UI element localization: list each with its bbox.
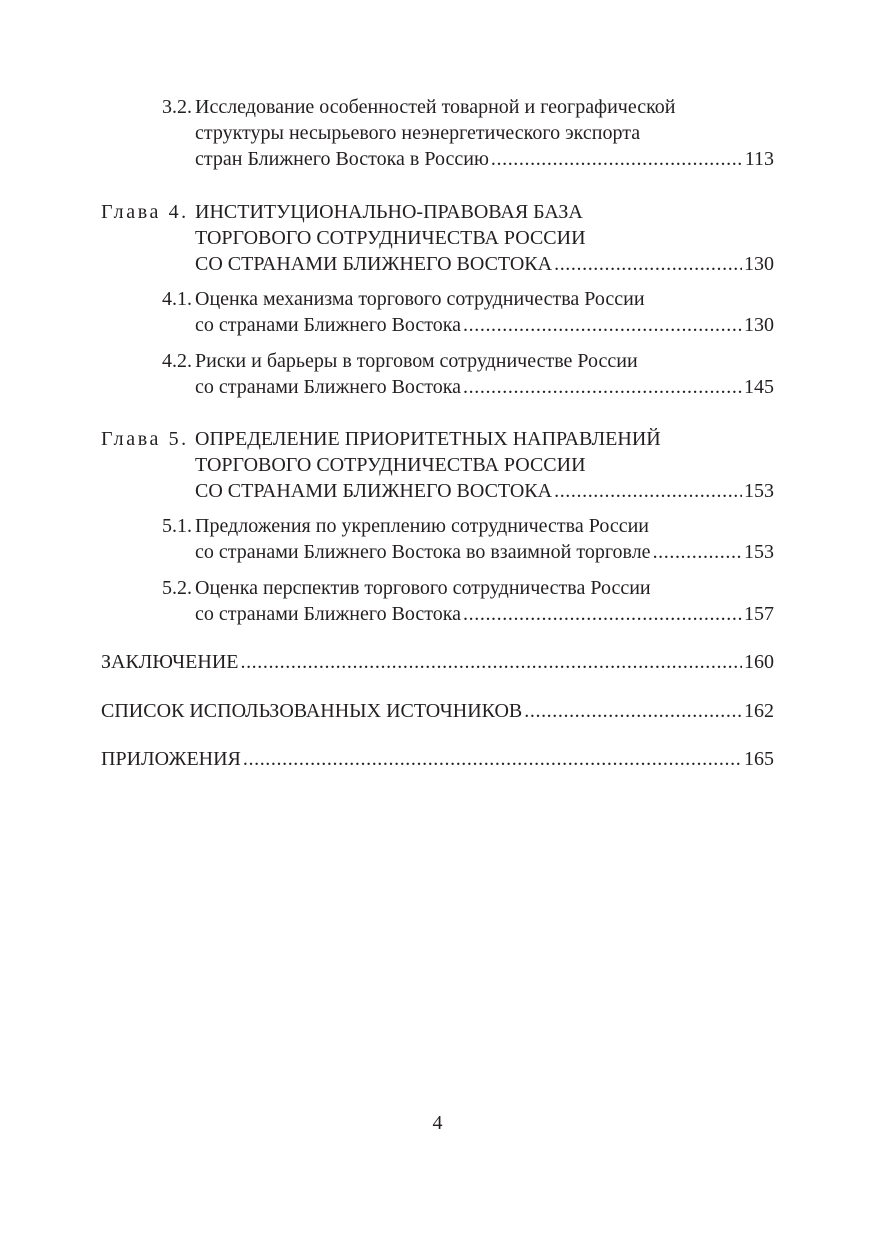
toc-page-number: 165 bbox=[744, 748, 774, 770]
toc-dot-leader bbox=[463, 374, 742, 400]
toc-page-number: 160 bbox=[744, 651, 774, 673]
toc-entry-number: 4.1. bbox=[162, 288, 192, 310]
toc-entry-title-line-1: Исследование особенностей товарной и географической bbox=[195, 96, 676, 118]
toc-entry-number: 3.2. bbox=[162, 96, 192, 118]
toc-entry-title-line-2: со странами Ближнего Востока bbox=[195, 314, 462, 336]
toc-chapter-title-line-2: ТОРГОВОГО СОТРУДНИЧЕСТВА РОССИИ bbox=[195, 454, 586, 476]
toc-entry-title-line-2: со странами Ближнего Востока bbox=[195, 376, 462, 398]
toc-page-number: 153 bbox=[744, 541, 774, 563]
toc-page-number: 145 bbox=[744, 376, 774, 398]
toc-entry-number: 4.2. bbox=[162, 350, 192, 372]
toc-entry-title-line-2: со странами Ближнего Востока во взаимной торговле bbox=[195, 541, 651, 563]
toc-page-number: 162 bbox=[744, 700, 774, 722]
toc-entry-title: ПРИЛОЖЕНИЯ bbox=[101, 748, 241, 770]
toc-dot-leader bbox=[653, 539, 742, 565]
toc-page-number: 130 bbox=[744, 253, 774, 275]
toc-dot-leader bbox=[491, 146, 743, 172]
toc-chapter-title-line-1: ОПРЕДЕЛЕНИЕ ПРИОРИТЕТНЫХ НАПРАВЛЕНИЙ bbox=[195, 428, 661, 450]
toc-entry-title-line-1: Оценка механизма торгового сотрудничества России bbox=[195, 288, 645, 310]
toc-entry-number: 5.2. bbox=[162, 577, 192, 599]
toc-entry-title-line-1: Оценка перспектив торгового сотрудничества России bbox=[195, 577, 651, 599]
toc-entry-title: ЗАКЛЮЧЕНИЕ bbox=[101, 651, 239, 673]
toc-dot-leader bbox=[554, 251, 742, 277]
toc-chapter-title-line-1: ИНСТИТУЦИОНАЛЬНО-ПРАВОВАЯ БАЗА bbox=[195, 201, 583, 223]
toc-chapter-title-line-3: СО СТРАНАМИ БЛИЖНЕГО ВОСТОКА bbox=[195, 480, 553, 502]
toc-chapter-title-line-2: ТОРГОВОГО СОТРУДНИЧЕСТВА РОССИИ bbox=[195, 227, 586, 249]
toc-entry-title: СПИСОК ИСПОЛЬЗОВАННЫХ ИСТОЧНИКОВ bbox=[101, 700, 523, 722]
toc-page-number: 157 bbox=[744, 603, 774, 625]
toc-dot-leader bbox=[463, 312, 742, 338]
toc-dot-leader bbox=[554, 478, 742, 504]
toc-entry-number: 5.1. bbox=[162, 515, 192, 537]
toc-dot-leader bbox=[524, 698, 742, 724]
toc-entry-title-line-2: со странами Ближнего Востока bbox=[195, 603, 462, 625]
toc-chapter-number: Глава 4. bbox=[101, 201, 189, 223]
toc-entry-title-line-2: структуры несырьевого неэнергетического экспорта bbox=[195, 122, 641, 144]
toc-entry-title-line-1: Риски и барьеры в торговом сотрудничестве России bbox=[195, 350, 638, 372]
toc-page-number: 153 bbox=[744, 480, 774, 502]
toc-dot-leader bbox=[243, 746, 742, 772]
toc-page-number: 130 bbox=[744, 314, 774, 336]
page-number: 4 bbox=[432, 1112, 443, 1134]
toc-dot-leader bbox=[463, 601, 742, 627]
toc-entry-title-line-1: Предложения по укреплению сотрудничества России bbox=[195, 515, 650, 537]
toc-entry-title-line-3: стран Ближнего Востока в Россию bbox=[195, 148, 489, 170]
toc-dot-leader bbox=[240, 649, 742, 675]
toc-chapter-title-line-3: СО СТРАНАМИ БЛИЖНЕГО ВОСТОКА bbox=[195, 253, 553, 275]
toc-chapter-number: Глава 5. bbox=[101, 428, 189, 450]
toc-page-number: 113 bbox=[744, 148, 774, 170]
